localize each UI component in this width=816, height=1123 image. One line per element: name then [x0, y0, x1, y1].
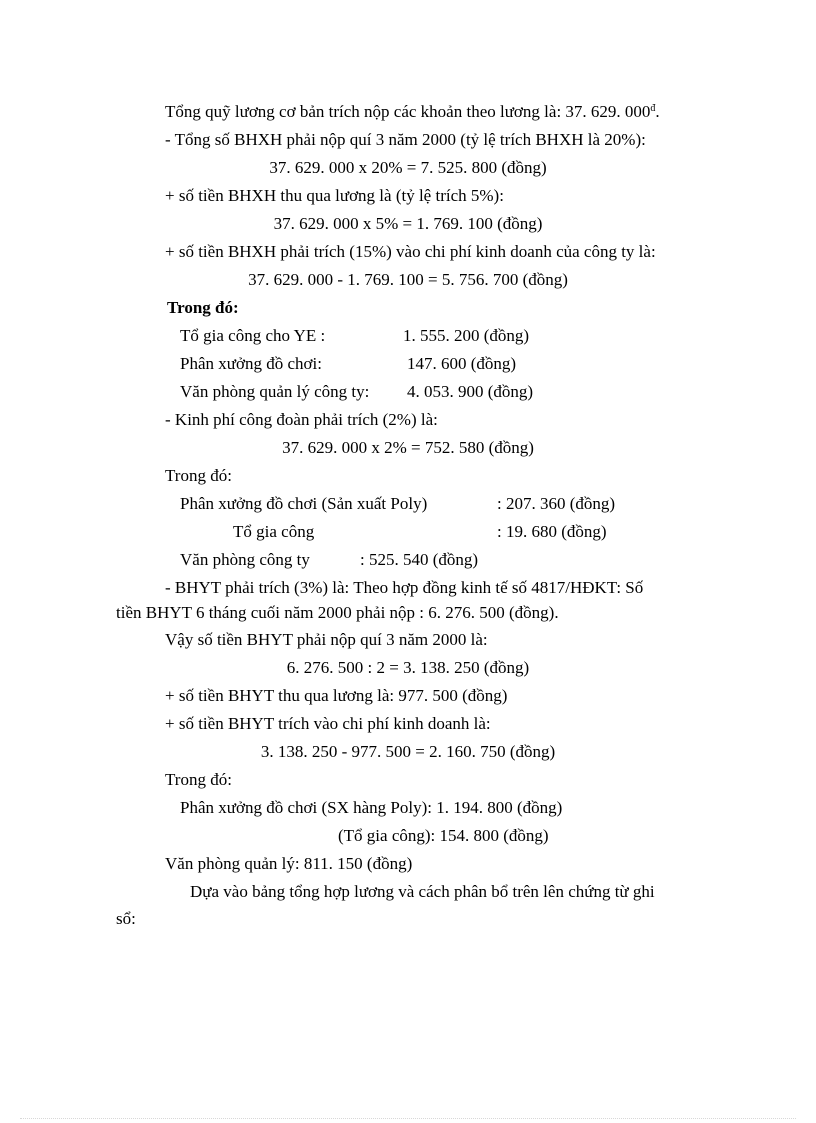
allocation-line: Phân xưởng đồ chơi (SX hàng Poly): 1. 194. 800 (đồng) — [180, 798, 563, 817]
bhxh-expense-formula: 37. 629. 000 - 1. 769. 100 = 5. 756. 700 (đồng) — [248, 270, 568, 289]
section-label: Trong đó: — [165, 770, 232, 789]
allocation-line: Văn phòng quản lý: 811. 150 (đồng) — [165, 854, 413, 873]
allocation-value: : 207. 360 (đồng) — [497, 494, 616, 513]
section-label: Trong đó: — [165, 466, 232, 485]
bhxh-salary-formula: 37. 629. 000 x 5% = 1. 769. 100 (đồng) — [273, 214, 543, 233]
bhxh-total-formula: 37. 629. 000 x 20% = 7. 525. 800 (đồng) — [269, 158, 547, 177]
page-bottom-divider — [20, 1118, 796, 1119]
allocation-value: 1. 555. 200 (đồng) — [403, 326, 530, 345]
allocation-label: Tổ gia công cho YE : — [180, 326, 326, 345]
allocation-label: Tổ gia công — [233, 522, 315, 541]
closing-paragraph: Dựa vào bảng tổng hợp lương và cách phân bổ trên lên chứng từ ghi — [190, 882, 655, 901]
section-label: Trong đó: — [167, 298, 239, 317]
allocation-label: Phân xưởng đồ chơi (Sản xuất Poly) — [180, 494, 428, 513]
bhxh-salary-heading: + số tiền BHXH thu qua lương là (tỷ lệ trích 5%): — [165, 186, 504, 205]
bhyt-heading: - BHYT phải trích (3%) là: Theo hợp đồng kinh tế số 4817/HĐKT: Số — [165, 578, 644, 597]
bhyt-expense-heading: + số tiền BHYT trích vào chi phí kinh doanh là: — [165, 714, 491, 733]
allocation-label: Văn phòng công ty — [180, 550, 310, 569]
allocation-value: : 19. 680 (đồng) — [497, 522, 607, 541]
bhyt-quarter-heading: Vậy số tiền BHYT phải nộp quí 3 năm 2000 là: — [165, 630, 488, 649]
union-fee-formula: 37. 629. 000 x 2% = 752. 580 (đồng) — [282, 438, 534, 457]
bhxh-total-heading: - Tổng số BHXH phải nộp quí 3 năm 2000 (tỷ lệ trích BHXH là 20%): — [165, 130, 646, 149]
allocation-value: : 525. 540 (đồng) — [360, 550, 479, 569]
union-fee-heading: - Kinh phí công đoàn phải trích (2%) là: — [165, 410, 438, 429]
allocation-label: Phân xưởng đồ chơi: — [180, 354, 322, 373]
allocation-value: 147. 600 (đồng) — [407, 354, 517, 373]
bhyt-salary-line: + số tiền BHYT thu qua lương là: 977. 500 (đồng) — [165, 686, 508, 705]
salary-fund-line: Tổng quỹ lương cơ bản trích nộp các khoản theo lương là: 37. 629. $000^đ$. — [165, 102, 660, 121]
allocation-line: (Tổ gia công): 154. 800 (đồng) — [338, 826, 549, 845]
currency-superscript: đ — [650, 103, 656, 114]
bhyt-expense-formula: 3. 138. 250 - 977. 500 = 2. 160. 750 (đồng) — [260, 742, 556, 761]
bhyt-quarter-formula: 6. 276. 500 : 2 = 3. 138. 250 (đồng) — [286, 658, 530, 677]
allocation-label: Văn phòng quản lý công ty: — [180, 382, 370, 401]
allocation-value: 4. 053. 900 (đồng) — [407, 382, 534, 401]
bhxh-expense-heading: + số tiền BHXH phải trích (15%) vào chi phí kinh doanh của công ty là: — [165, 242, 656, 261]
closing-paragraph-end: sổ: — [116, 909, 136, 928]
bhyt-contract-line: tiền BHYT 6 tháng cuối năm 2000 phải nộp : 6. 276. 500 (đồng). — [116, 603, 559, 622]
